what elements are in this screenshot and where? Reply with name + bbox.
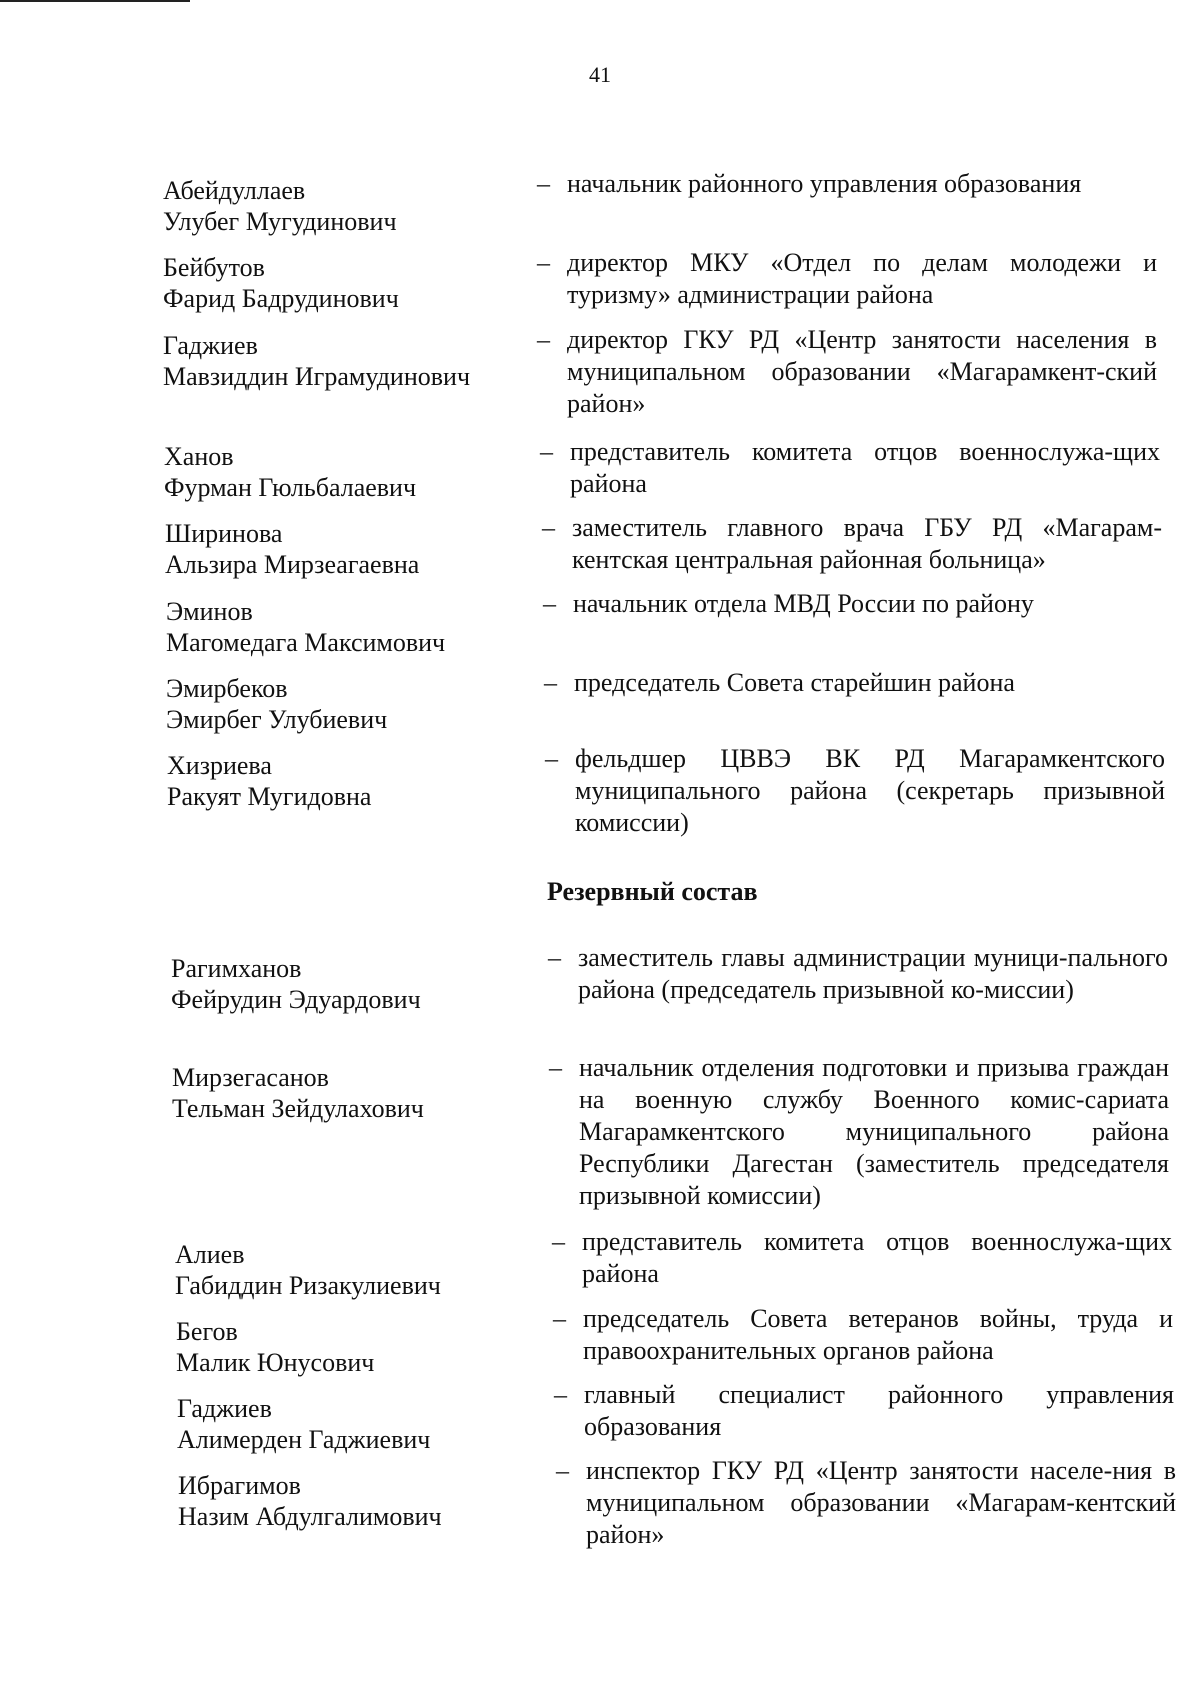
person-name [163, 330, 523, 392]
given-names: Мавзиддин Играмудинович [163, 362, 471, 391]
person-name [176, 1316, 536, 1378]
person-name [164, 441, 524, 503]
dash [542, 512, 555, 544]
role-text: заместитель главы администрации муници-пального района (председатель призывной ко-миссии) [578, 943, 1168, 1004]
role-description [553, 1303, 1173, 1367]
surname: Алиев [175, 1240, 245, 1269]
dash [553, 1303, 566, 1335]
person-name [166, 673, 526, 735]
given-names: Фурман Гюльбалаевич [164, 473, 417, 502]
given-names: Тельман Зейдулахович [172, 1094, 424, 1123]
person-name [163, 252, 523, 314]
role-description [549, 1052, 1169, 1212]
surname: Рагимханов [171, 954, 302, 983]
given-names: Фарид Бадрудинович [163, 284, 399, 313]
role-text: инспектор ГКУ РД «Центр занятости населе-ния в муниципальном образовании «Магарам-кентский район» [586, 1456, 1176, 1549]
dash [543, 588, 556, 620]
surname: Ибрагимов [178, 1471, 301, 1500]
surname: Мирзегасанов [172, 1063, 329, 1092]
surname: Гаджиев [177, 1394, 272, 1423]
surname: Гаджиев [163, 331, 258, 360]
role-text: заместитель главного врача ГБУ РД «Магарам-кентская центральная районная больница» [572, 513, 1162, 574]
person-name [171, 953, 531, 1015]
role-text: председатель Совета ветеранов войны, труда и правоохранительных органов района [583, 1304, 1173, 1365]
given-names: Алимерден Гаджиевич [177, 1425, 431, 1454]
surname: Бейбутов [163, 253, 265, 282]
surname: Бегов [176, 1317, 238, 1346]
surname: Хизриева [167, 751, 272, 780]
person-name [163, 175, 523, 237]
given-names: Эмирбег Улубиевич [166, 705, 388, 734]
role-text: представитель комитета отцов военнослужа-щих района [570, 437, 1160, 498]
person-name [177, 1393, 537, 1455]
role-description [556, 1455, 1176, 1551]
given-names: Назим Абдулгалимович [178, 1502, 442, 1531]
given-names: Габиддин Ризакулиевич [175, 1271, 441, 1300]
given-names: Фейрудин Эдуардович [171, 985, 421, 1014]
role-description [537, 324, 1157, 420]
dash [548, 942, 561, 974]
role-text: представитель комитета отцов военнослужа-щих района [582, 1227, 1172, 1288]
surname: Абейдуллаев [163, 176, 306, 205]
role-description [542, 512, 1162, 576]
reserve-heading: Резервный состав [547, 877, 758, 906]
role-description [544, 667, 1164, 699]
person-name [178, 1470, 538, 1532]
given-names: Магомедага Максимович [166, 628, 446, 657]
role-text: директор МКУ «Отдел по делам молодежи и туризму» администрации района [567, 248, 1157, 309]
person-name [167, 750, 527, 812]
role-text: директор ГКУ РД «Центр занятости населения в муниципальном образовании «Магарамкент-ский район» [567, 325, 1157, 418]
role-text: начальник районного управления образования [567, 169, 1082, 198]
person-name [165, 518, 525, 580]
person-name [166, 596, 526, 658]
surname: Ханов [164, 442, 234, 471]
role-description [537, 247, 1157, 311]
role-description [543, 588, 1163, 620]
dash [556, 1455, 569, 1487]
given-names: Альзира Мирзеагаевна [165, 550, 420, 579]
dash [545, 743, 558, 775]
dash [540, 436, 553, 468]
dash [544, 667, 557, 699]
dash [537, 247, 550, 279]
person-name [175, 1239, 535, 1301]
role-description [537, 168, 1157, 200]
dash [554, 1379, 567, 1411]
role-text: фельдшер ЦВВЭ ВК РД Магарамкентского муниципального района (секретарь призывной комиссии) [575, 744, 1165, 837]
role-description [540, 436, 1160, 500]
role-text: начальник отделения подготовки и призыва граждан на военную службу Военного комис-сариата Магарамкентского муниципального района Республики Дагестан (заместитель председателя призывной комиссии) [579, 1053, 1169, 1210]
dash [537, 324, 550, 356]
role-description [548, 942, 1168, 1006]
role-text: председатель Совета старейшин района [574, 668, 1015, 697]
role-description [545, 743, 1165, 839]
dash [549, 1052, 562, 1084]
page-number: 41 [589, 62, 611, 87]
role-text: начальник отдела МВД России по району [573, 589, 1034, 618]
surname: Эминов [166, 597, 253, 626]
surname: Ширинова [165, 519, 283, 548]
given-names: Ракуят Мугидовна [167, 782, 372, 811]
scan-edge-rule [0, 0, 190, 2]
given-names: Малик Юнусович [176, 1348, 375, 1377]
role-description [554, 1379, 1174, 1443]
dash [537, 168, 550, 200]
dash [552, 1226, 565, 1258]
person-name [172, 1062, 532, 1124]
role-description [552, 1226, 1172, 1290]
given-names: Улубег Мугудинович [163, 207, 397, 236]
role-text: главный специалист районного управления образования [584, 1380, 1174, 1441]
surname: Эмирбеков [166, 674, 288, 703]
